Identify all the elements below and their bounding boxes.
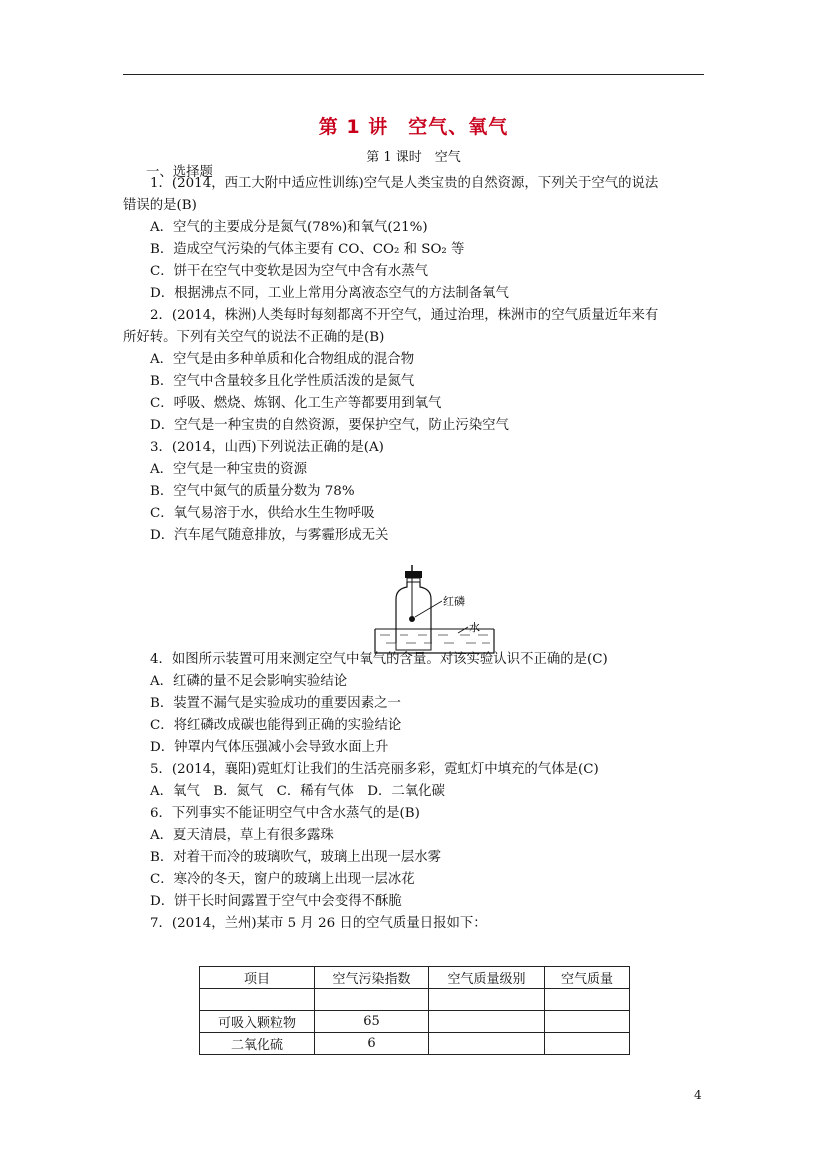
question-line: A．空气是由多种单质和化合物组成的混合物 <box>150 352 415 367</box>
table-cell: 可吸入颗粒物 <box>200 1011 315 1033</box>
question-line: C．呼吸、燃烧、炼钢、化工生产等都要用到氧气 <box>150 396 442 411</box>
table-cell: 65 <box>315 1011 429 1033</box>
question-line: 7．(2014，兰州)某市 5 月 26 日的空气质量日报如下： <box>150 916 487 931</box>
table-cell: 二氧化硫 <box>200 1033 315 1055</box>
table-cell: 6 <box>315 1033 429 1055</box>
header-rule <box>123 74 704 75</box>
question-line: B．对着干而冷的玻璃吹气，玻璃上出现一层水雾 <box>150 850 442 865</box>
question-line: A．红磷的量不足会影响实验结论 <box>150 674 348 689</box>
question-line: A．空气是一种宝贵的资源 <box>150 462 307 477</box>
question-line: B．空气中氮气的质量分数为 78% <box>150 484 355 499</box>
question-line: C．寒冷的冬天，窗户的玻璃上出现一层冰花 <box>150 872 415 887</box>
question-line: A．氧气 B．氮气 C．稀有气体 D．二氧化碳 <box>150 784 445 799</box>
lesson-title: 第 1 讲 空气、氧气 <box>318 116 509 138</box>
lesson-subtitle: 第 1 课时 空气 <box>366 150 461 165</box>
table-cell <box>545 989 630 1011</box>
question-line: 4．如图所示装置可用来测定空气中氧气的含量。对该实验认识不正确的是(C) <box>150 652 608 667</box>
table-header-row <box>200 967 630 989</box>
question-line: D．饼干长时间露置于空气中会变得不酥脆 <box>150 894 402 909</box>
table-cell <box>429 1033 545 1055</box>
question-line: C．氧气易溶于水，供给水生生物呼吸 <box>150 506 375 521</box>
question-line: D．空气是一种宝贵的自然资源，要保护空气，防止污染空气 <box>150 418 509 433</box>
table-cell <box>545 1033 630 1055</box>
air-quality-table <box>199 966 630 1055</box>
table-cell <box>200 989 315 1011</box>
table-header: 空气质量 <box>545 967 630 989</box>
page-number: 4 <box>694 1088 702 1102</box>
table-header: 空气质量级别 <box>429 967 545 989</box>
section-heading: 一、选择题 <box>146 165 213 180</box>
bell-jar-diagram <box>372 565 502 660</box>
question-line: D．钟罩内气体压强减小会导致水面上升 <box>150 740 389 755</box>
question-line: B．造成空气污染的气体主要有 CO、CO₂ 和 SO₂ 等 <box>150 242 465 257</box>
question-line-continuation: 错误的是(B) <box>123 198 197 213</box>
table-cell <box>429 989 545 1011</box>
question-line-continuation: 所好转。下列有关空气的说法不正确的是(B) <box>123 330 385 345</box>
question-line: C．将红磷改成碳也能得到正确的实验结论 <box>150 718 402 733</box>
table-row <box>200 1033 630 1055</box>
table-cell <box>429 1011 545 1033</box>
table-row <box>200 1011 630 1033</box>
question-line: B．装置不漏气是实验成功的重要因素之一 <box>150 696 401 711</box>
table-header: 空气污染指数 <box>315 967 429 989</box>
question-line: A．空气的主要成分是氮气(78%)和氧气(21%) <box>150 220 428 235</box>
question-line: 1．(2014，西工大附中适应性训练)空气是人类宝贵的自然资源，下列关于空气的说法 <box>150 176 659 191</box>
table-cell <box>545 1011 630 1033</box>
table-cell <box>315 989 429 1011</box>
table-row <box>200 989 630 1011</box>
label-red-phosphorus: 红磷 <box>443 595 465 608</box>
question-line: A．夏天清晨，草上有很多露珠 <box>150 828 334 843</box>
apparatus-figure <box>372 565 502 660</box>
question-line: 2．(2014，株洲)人类每时每刻都离不开空气，通过治理，株洲市的空气质量近年来有 <box>150 308 659 323</box>
label-water: 水 <box>469 621 480 634</box>
question-line: D．汽车尾气随意排放，与雾霾形成无关 <box>150 528 389 543</box>
question-line: B．空气中含量较多且化学性质活泼的是氮气 <box>150 374 415 389</box>
question-line: 5．(2014，襄阳)霓虹灯让我们的生活亮丽多彩，霓虹灯中填充的气体是(C) <box>150 762 599 777</box>
question-line: 3．(2014，山西)下列说法正确的是(A) <box>150 440 384 455</box>
question-line: C．饼干在空气中变软是因为空气中含有水蒸气 <box>150 264 429 279</box>
table-header: 项目 <box>200 967 315 989</box>
question-line: 6．下列事实不能证明空气中含水蒸气的是(B) <box>150 806 420 821</box>
question-line: D．根据沸点不同，工业上常用分离液态空气的方法制备氧气 <box>150 286 509 301</box>
